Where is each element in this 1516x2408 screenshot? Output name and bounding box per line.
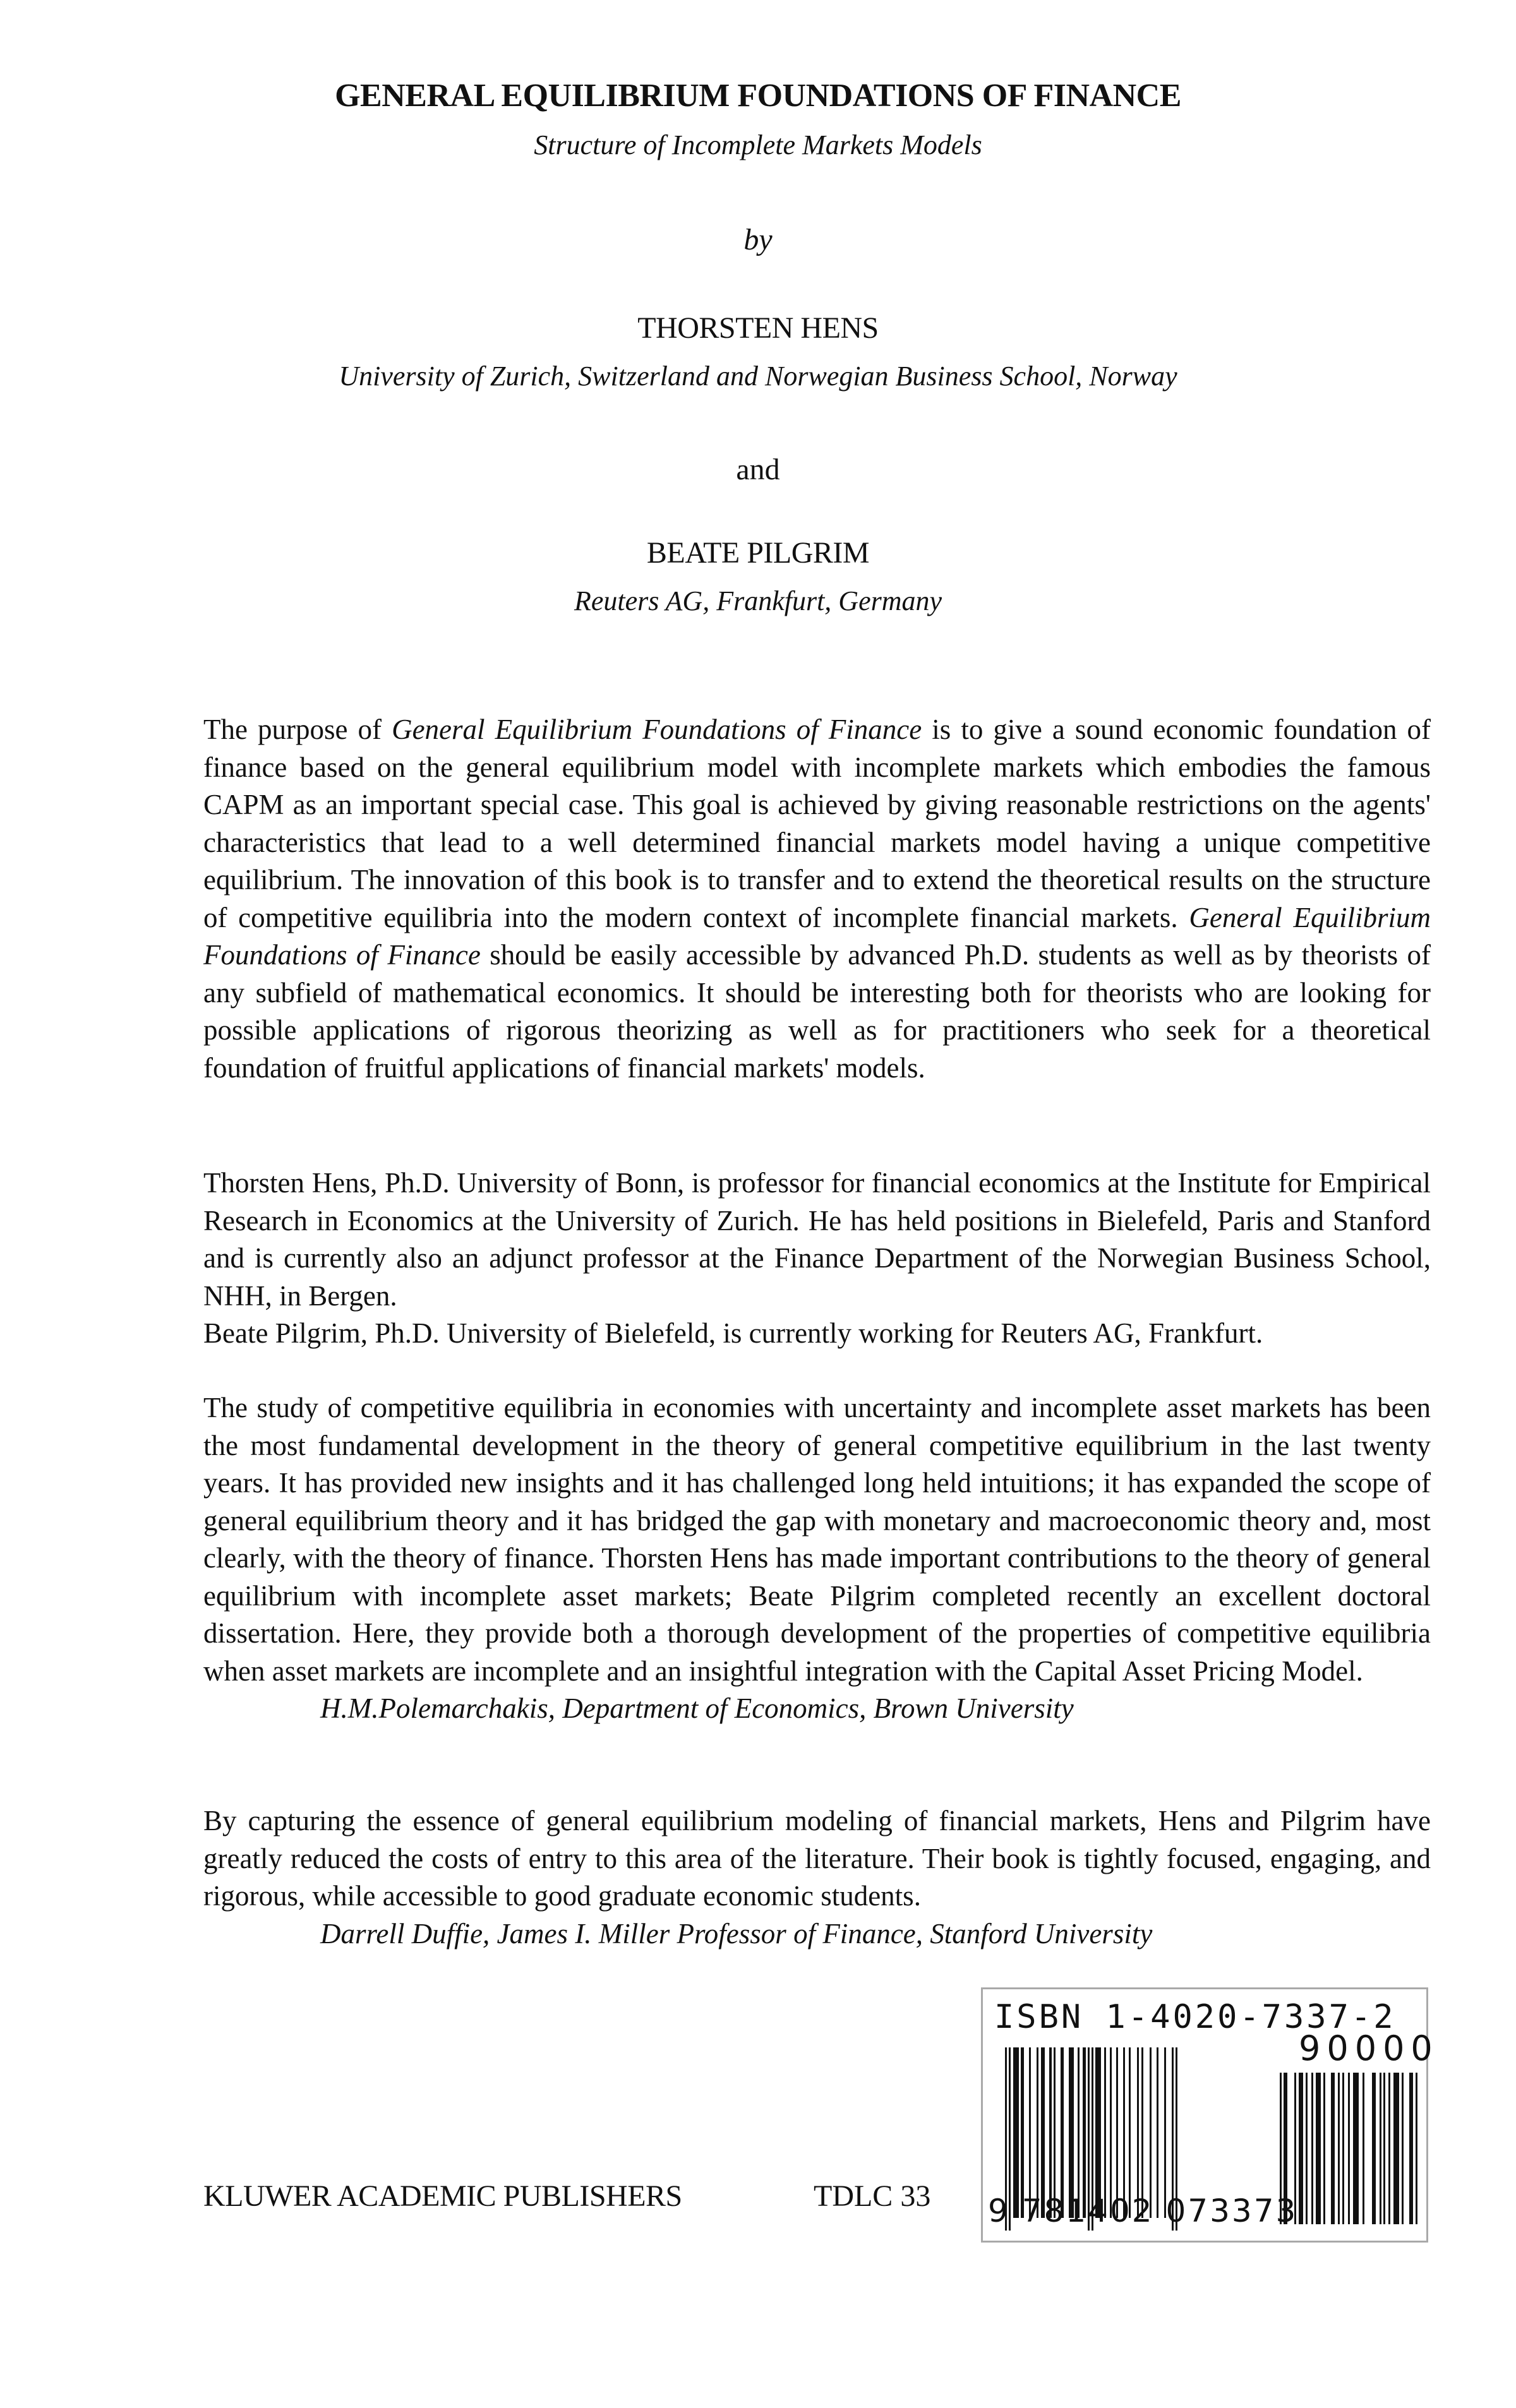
review-2: [203, 1802, 1431, 1953]
ean-number: 9 781402 073373: [988, 2193, 1298, 2229]
and-label: and: [736, 453, 780, 486]
description-text: is to give a sound economic foundation of finance based on the general equilibrium model with incomplete markets which embodies the famous CAPM as an important special case. This goal is achieved by giving reasonable restrictions on the agents' characteristics that lead to a well determined financial markets model having a unique competitive equilibrium. The innovation of this book is to transfer and to extend the theoretical results on the structure of competitive equilibria into the modern context of incomplete financial markets.: [203, 714, 1431, 933]
review-text: The study of competitive equilibria in economies with uncertainty and incomplete asset markets has been the most fundamental development in the theory of general competitive equilibrium in the last twenty years. It has provided new insights and it has challenged long held intuitions; it has expanded the scope of general equilibrium theory and it has bridged the gap with monetary and macroeconomic theory and, most clearly, with the theory of finance. Thorsten Hens has made important contributions to the theory of general equilibrium with incomplete asset markets; Beate Pilgrim completed recently an excellent doctoral dissertation. Here, they provide both a thorough development of the properties of competitive equilibria when asset markets are incomplete and an insightful integration with the Capital Asset Pricing Model.: [203, 1392, 1431, 1687]
series-code: TDLC 33: [814, 2179, 931, 2213]
addon-barcode-bars-icon: [1280, 2073, 1422, 2224]
by-label: by: [743, 223, 773, 256]
bio-pilgrim: Beate Pilgrim, Ph.D. University of Bielefeld, is currently working for Reuters AG, Frankfurt.: [203, 1317, 1263, 1349]
book-title: GENERAL EQUILIBRIUM FOUNDATIONS OF FINANCE: [335, 78, 1181, 114]
price-code: 90000: [1299, 2028, 1439, 2068]
isbn-label: ISBN 1-4020-7337-2: [994, 1998, 1396, 2036]
isbn-barcode: [981, 1987, 1439, 2243]
author-bios: [203, 1165, 1431, 1353]
book-title-italic: General Equilibrium Foundations of Finance: [392, 714, 922, 745]
description-text: The purpose of: [203, 714, 392, 745]
author-affiliation-1: University of Zurich, Switzerland and Norwegian Business School, Norway: [339, 361, 1177, 392]
description-text: should be easily accessible by advanced Ph.D. students as well as by theorists of any subfield of mathematical economics. It should be interesting both for theorists who are looking for possible applications of rigorous theorizing as well as for practitioners who seek for a theoretical foundation of fruitful applications of financial markets' models.: [203, 939, 1431, 1084]
review-1: [203, 1389, 1431, 1728]
book-title-italic: General Equilibrium Foundations of Finance: [203, 901, 1431, 971]
review-attribution: Darrell Duffie, James I. Miller Professor of Finance, Stanford University: [320, 1917, 1153, 1950]
author-name-2: BEATE PILGRIM: [646, 536, 870, 570]
author-affiliation-2: Reuters AG, Frankfurt, Germany: [574, 585, 942, 616]
author-name-1: THORSTEN HENS: [637, 311, 879, 345]
review-attribution: H.M.Polemarchakis, Department of Economics, Brown University: [320, 1692, 1074, 1724]
publisher-name: KLUWER ACADEMIC PUBLISHERS: [203, 2179, 682, 2213]
review-text: By capturing the essence of general equilibrium modeling of financial markets, Hens and Pilgrim have greatly reduced the costs of entry to this area of the literature. Their book is tightly focused, engaging, and rigorous, while accessible to good graduate economic students.: [203, 1805, 1431, 1912]
bio-hens: Thorsten Hens, Ph.D. University of Bonn, is professor for financial economics at the Institute for Empirical Research in Economics at the University of Zurich. He has held positions in Bielefeld, Paris and Stanford and is currently also an adjunct professor at the Finance Department of the Norwegian Business School, NHH, in Bergen.: [203, 1167, 1431, 1312]
book-subtitle: Structure of Incomplete Markets Models: [534, 129, 982, 160]
book-description: [203, 711, 1431, 1087]
